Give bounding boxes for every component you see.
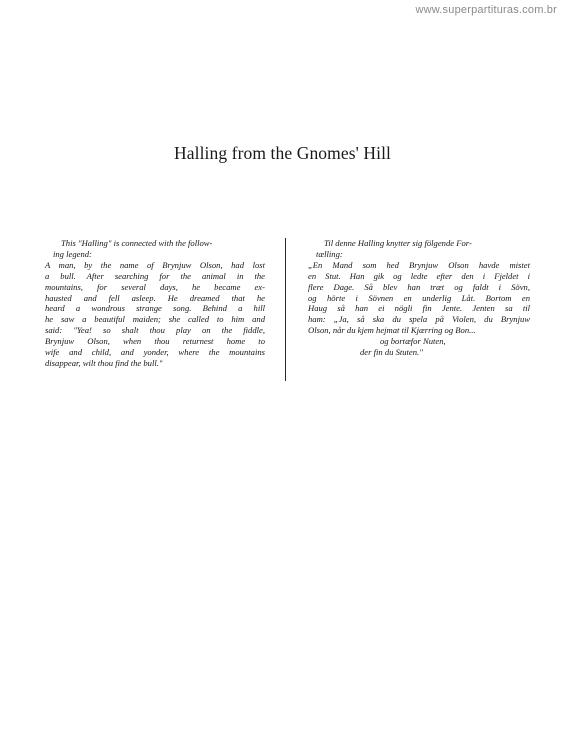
- text-line: Haug så han ei nögli fin Jente. Jenten sa til: [308, 303, 530, 314]
- text-line: ing legend:: [53, 248, 92, 259]
- text-line: Brynjuw Olson, when thou returnest home to: [45, 336, 265, 347]
- text-line: Til denne Halling knytter sig fölgende For-: [324, 238, 472, 248]
- text-line: hausted and fell asleep. He dreamed that he: [45, 292, 265, 303]
- text-line: mountains, for several days, he became ex-: [45, 281, 265, 292]
- text-line: ham: „Ja, så ska du spela på Violen, du Brynjuw: [308, 314, 530, 325]
- text-line: der fin du Stuten.": [360, 347, 423, 358]
- text-line: a bull. After searching for the animal in the: [45, 270, 265, 281]
- text-line: tælling:: [316, 248, 343, 259]
- text-line: Olson, når du kjem hejmat til Kjærring og Bon...: [308, 325, 476, 336]
- text-line: wife and child, and yonder, where the mountains: [45, 347, 265, 358]
- text-line: og bortæfor Nuten,: [380, 336, 446, 347]
- text-line: en Stut. Han gik og ledte efter den i Fjeldet i: [308, 270, 530, 281]
- watermark: www.superpartituras.com.br: [415, 4, 557, 16]
- text-line: said: "Yea! so shalt thou play on the fiddle,: [45, 325, 265, 336]
- english-legend: [45, 238, 265, 369]
- text-line: og hörte i Sövnen en underlig Låt. Bortom en: [308, 292, 530, 303]
- page-title: Halling from the Gnomes' Hill: [174, 143, 391, 163]
- norwegian-legend: [308, 238, 530, 358]
- text-line: A man, by the name of Brynjuw Olson, had lost: [45, 259, 265, 270]
- text-line: This "Halling" is connected with the follow-: [61, 238, 213, 248]
- text-line: flere Dage. Så blev han træt og faldt i Sövn,: [308, 281, 530, 292]
- text-line: he saw a beautiful maiden; she called to him and: [45, 314, 265, 325]
- text-line: „En Mand som hed Brynjuw Olson havde mistet: [308, 259, 530, 270]
- column-divider: [285, 238, 286, 381]
- text-line: heard a wondrous strange song. Behind a hill: [45, 303, 265, 314]
- text-line: disappear, wilt thou find the bull.": [45, 357, 163, 368]
